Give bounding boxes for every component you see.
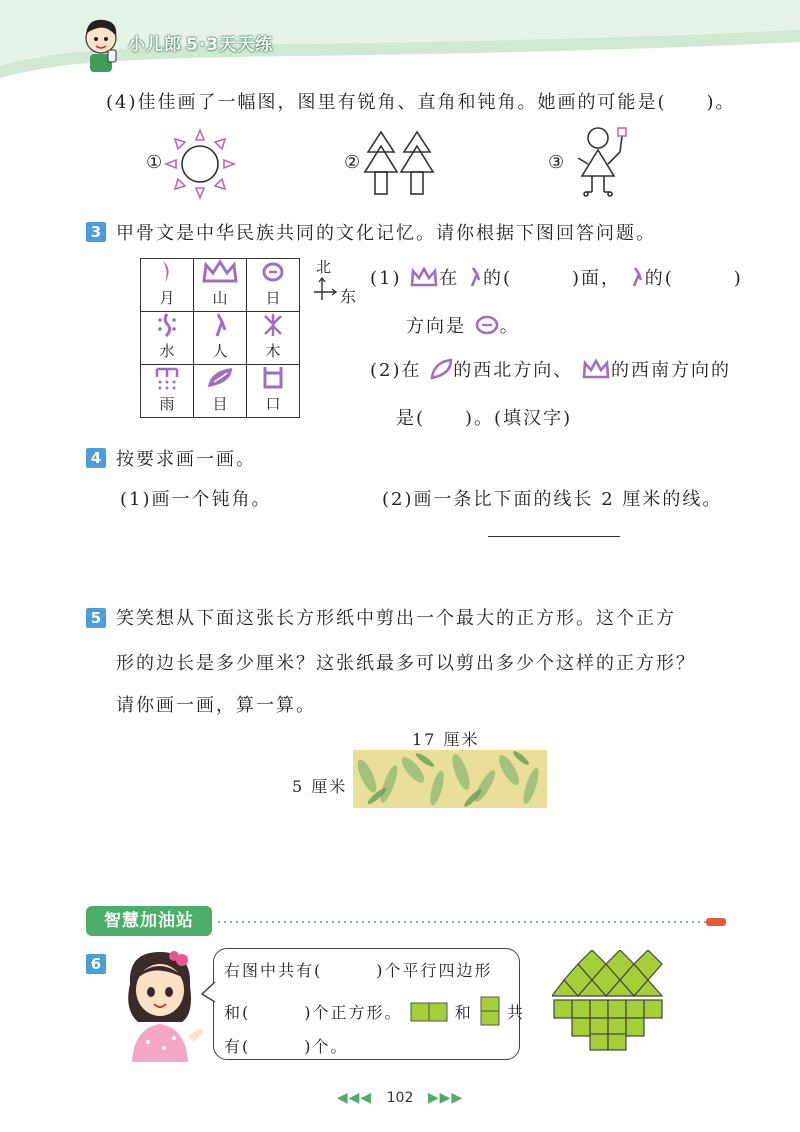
grid-cell-eye: 目 <box>194 365 247 418</box>
grid-cell-tree: 木 <box>247 312 300 365</box>
mountain-inline-icon <box>409 267 439 287</box>
sun-figure-icon <box>160 128 240 200</box>
vertical-rect-icon <box>480 996 500 1026</box>
option-3-label: ③ <box>548 152 567 173</box>
boy-mascot-icon <box>78 14 124 74</box>
paper-width-label: 17 厘米 <box>412 730 480 749</box>
eye-glyph-icon <box>194 365 246 391</box>
q5-line1: 笑笑想从下面这张长方形纸中剪出一个最大的正方形。这个正方 <box>116 608 676 629</box>
q3-part1-line1: (1) 在 的( )面， 的( ) <box>370 268 743 289</box>
q3-text: 甲骨文是中华民族共同的文化记忆。请你根据下图回答问题。 <box>116 223 656 244</box>
q3-number-badge: 3 <box>86 222 106 242</box>
girl-mascot-icon <box>112 944 208 1064</box>
compass-north-label: 北 <box>316 258 332 276</box>
brand-title: 小儿郎 5·3天天练 <box>128 35 274 55</box>
q5-number-badge: 5 <box>86 608 106 628</box>
grid-cell-moon: 月 <box>141 259 194 312</box>
person-glyph-icon <box>194 312 246 338</box>
page-footer <box>0 1090 800 1106</box>
rain-glyph-icon <box>141 365 193 391</box>
q3-part2-line2: 是( )。(填汉字) <box>396 408 573 429</box>
leaf-paper-rectangle <box>353 750 547 808</box>
grid-cell-sun: 日 <box>247 259 300 312</box>
option-1-label: ① <box>146 152 165 173</box>
q3-part1-line2: 方向是 。 <box>406 316 520 337</box>
sun-glyph-icon <box>247 259 299 285</box>
paper-height-label: 5 厘米 <box>292 777 348 796</box>
person-inline-icon <box>467 266 483 288</box>
q6-line3: 有( )个。 <box>224 1037 349 1056</box>
stick-figure-icon <box>568 124 638 202</box>
reference-line <box>488 536 620 537</box>
oracle-bone-grid <box>140 258 300 418</box>
speech-bubble-tail <box>200 980 216 1004</box>
grid-cell-mountain: 山 <box>194 259 247 312</box>
person-inline-icon-2 <box>629 266 645 288</box>
eye-inline-icon <box>429 358 453 380</box>
grid-cell-mouth: 口 <box>247 365 300 418</box>
grid-cell-rain: 雨 <box>141 365 194 418</box>
q6-line2: 和( )个正方形。 和 共 <box>224 996 525 1026</box>
q5-line2: 形的边长是多少厘米？这张纸最多可以剪出多少个这样的正方形？ <box>116 653 696 674</box>
tree-glyph-icon <box>247 312 299 338</box>
sun-inline-icon <box>474 315 500 335</box>
q4-number-badge: 4 <box>86 448 106 468</box>
q4-sub-text: (4)佳佳画了一幅图，图里有锐角、直角和钝角。她画的可能是( )。 <box>106 92 736 113</box>
prev-arrows-icon: ◀◀◀ <box>336 1090 373 1106</box>
dotted-divider <box>214 912 730 932</box>
mountain-inline-icon-2 <box>581 359 611 379</box>
q5-line3: 请你画一画，算一算。 <box>116 695 316 716</box>
moon-glyph-icon <box>141 259 193 285</box>
q6-line1: 右图中共有( )个平行四边形 <box>224 961 493 980</box>
option-2-label: ② <box>344 152 363 173</box>
q4-part2-text: (2)画一条比下面的线长 2 厘米的线。 <box>382 489 723 510</box>
two-square-rect-icon <box>410 1002 448 1022</box>
mountain-glyph-icon <box>194 259 246 285</box>
next-arrows-icon: ▶▶▶ <box>427 1090 464 1106</box>
water-glyph-icon <box>141 312 193 338</box>
q6-number-badge: 6 <box>86 954 106 974</box>
compass-arrows-icon <box>312 276 338 302</box>
q4-text: 按要求画一画。 <box>116 449 256 470</box>
mouth-glyph-icon <box>247 365 299 391</box>
trees-figure-icon <box>362 128 436 198</box>
wisdom-station-title: 智慧加油站 <box>86 906 212 936</box>
q4-part1-text: (1)画一个钝角。 <box>120 489 272 510</box>
grid-cell-person: 人 <box>194 312 247 365</box>
grid-cell-water: 水 <box>141 312 194 365</box>
q3-part2-line1: (2)在 的西北方向、 的西南方向的 <box>370 360 731 381</box>
compass-east-label: 东 <box>340 287 357 306</box>
parallelogram-square-figure <box>552 950 668 1052</box>
page-number: 102 <box>386 1090 414 1106</box>
